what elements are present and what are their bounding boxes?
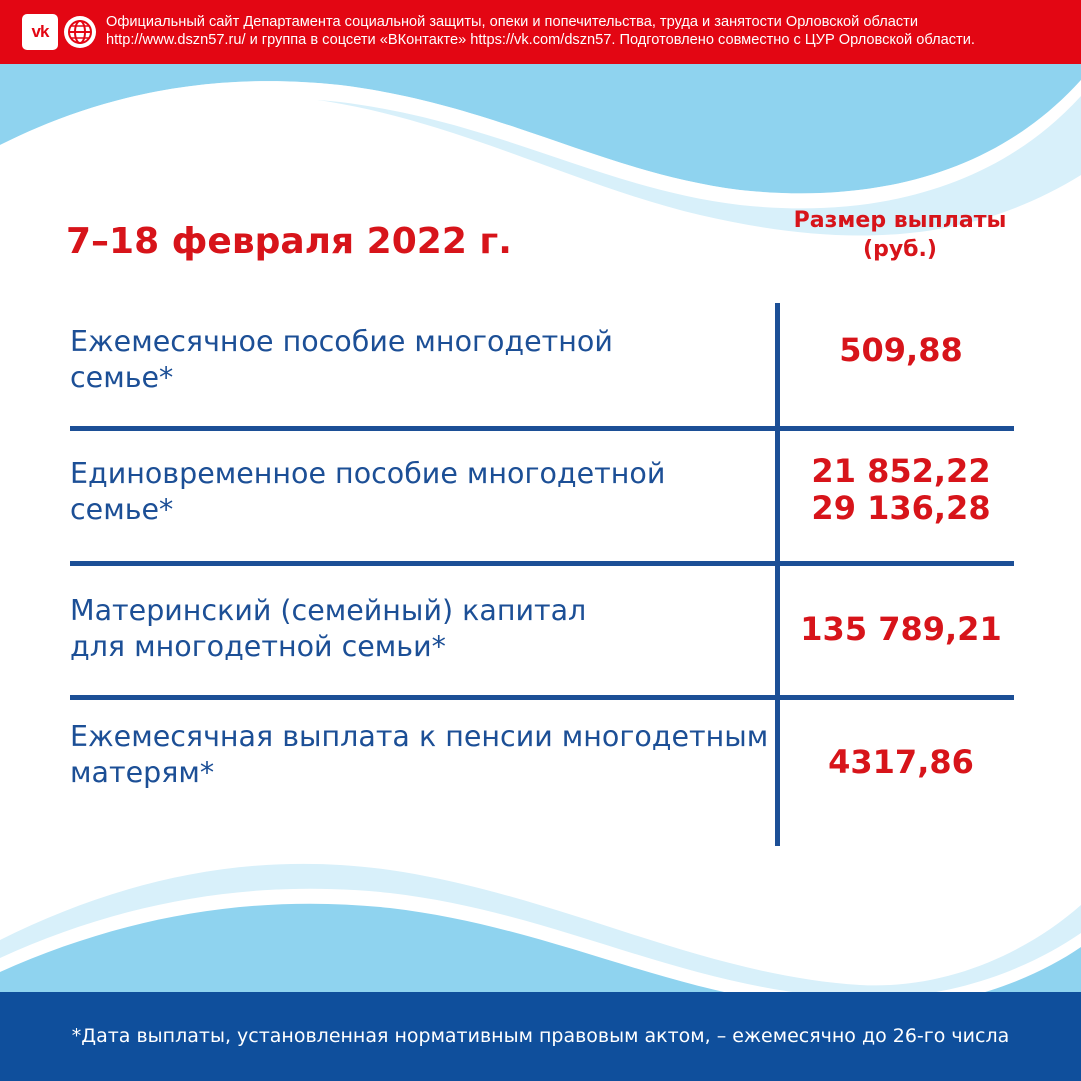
table-row-label xyxy=(70,593,770,665)
row-label-line-2: семье* xyxy=(70,361,174,394)
table-row-divider xyxy=(70,561,1014,566)
footer-note-text: *Дата выплаты, установленная нормативным правовым актом, – ежемесячно до 26-го числа xyxy=(71,1025,1010,1047)
table-row-value xyxy=(782,744,1020,781)
row-label-line-1: Ежемесячная выплата к пенсии многодетным xyxy=(70,720,769,753)
table-row-label xyxy=(70,719,770,791)
table-row-label xyxy=(70,456,770,528)
row-value-line-1: 509,88 xyxy=(839,331,963,369)
row-value-line-1: 21 852,22 xyxy=(811,452,991,490)
row-value-line-1: 4317,86 xyxy=(828,743,974,781)
table-row-value xyxy=(782,611,1020,648)
header-banner xyxy=(0,0,1081,64)
row-label-line-2: для многодетной семьи* xyxy=(70,630,446,663)
row-label-line-2: семье* xyxy=(70,493,174,526)
row-label-line-2: матерям* xyxy=(70,756,215,789)
banner-text xyxy=(106,13,1076,49)
row-value-line-1: 135 789,21 xyxy=(800,610,1002,648)
table-row-value xyxy=(782,453,1020,527)
footer-note xyxy=(0,992,1081,1081)
table-vertical-divider xyxy=(775,303,780,846)
row-value-line-2: 29 136,28 xyxy=(811,489,991,527)
vk-logo-icon[interactable]: vk xyxy=(22,14,58,50)
table-row-value xyxy=(782,332,1020,369)
table-row-divider xyxy=(70,426,1014,431)
column-header xyxy=(770,206,1030,264)
banner-line-1: Официальный сайт Департамента социальной защиты, опеки и попечительства, труда и занятости Орловской области xyxy=(106,14,918,30)
row-label-line-1: Ежемесячное пособие многодетной xyxy=(70,325,613,358)
row-label-line-1: Материнский (семейный) капитал xyxy=(70,594,587,627)
globe-icon[interactable] xyxy=(62,14,98,50)
table-row-divider xyxy=(70,695,1014,700)
table-row-label xyxy=(70,324,770,396)
row-label-line-1: Единовременное пособие многодетной xyxy=(70,457,666,490)
top-wave-light xyxy=(0,64,1081,193)
column-header-line-2: (руб.) xyxy=(863,237,937,262)
page-title: 7–18 февраля 2022 г. xyxy=(66,221,512,262)
banner-line-2: http://www.dszn57.ru/ и группа в соцсети «ВКонтакте» https://vk.com/dszn57. Подготовлено совместно с ЦУР Орловской области. xyxy=(106,32,975,48)
banner-icons xyxy=(22,14,98,50)
column-header-line-1: Размер выплаты xyxy=(793,208,1007,233)
